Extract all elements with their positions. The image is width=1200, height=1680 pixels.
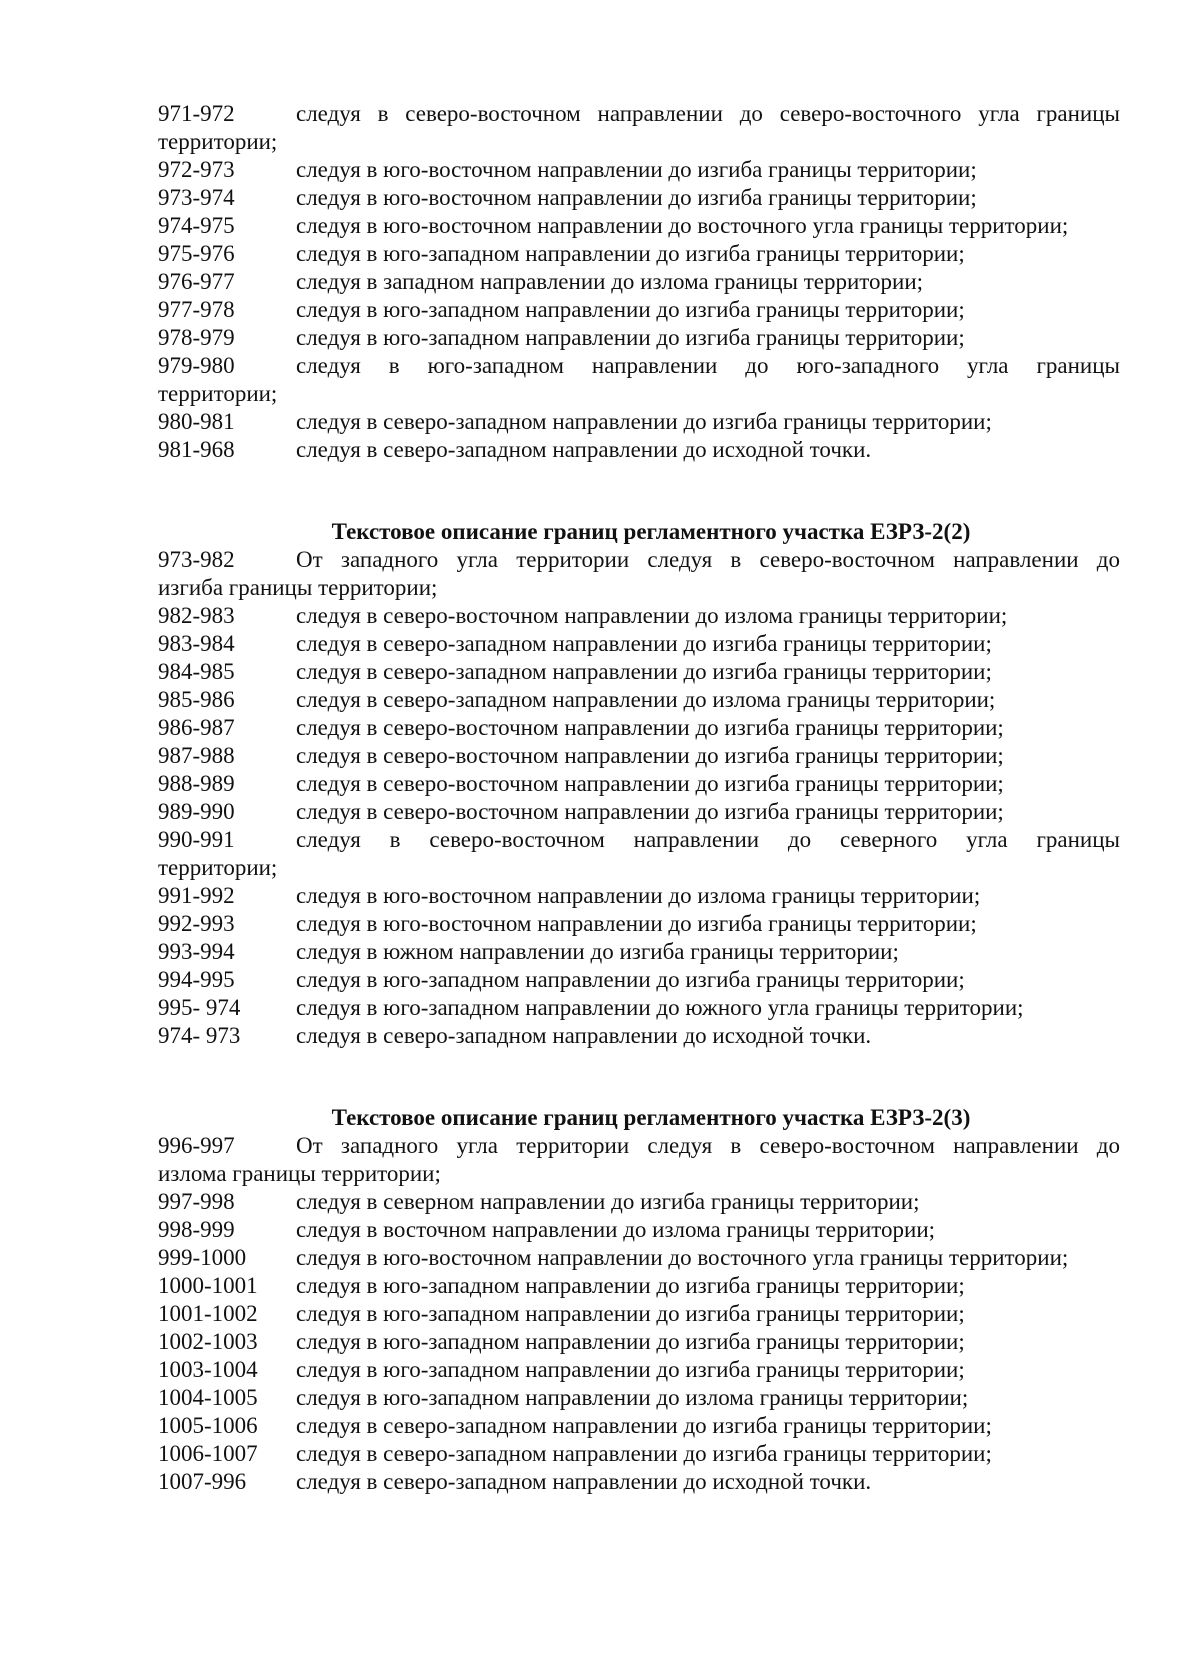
boundary-entry — [158, 212, 1120, 240]
segment-description: следуя в северном направлении до изгиба границы территории; — [296, 1189, 920, 1214]
boundary-entry — [158, 1468, 1120, 1496]
segment-code: 997-998 — [158, 1189, 235, 1214]
boundary-entry — [158, 1188, 1120, 1216]
segment-description: следуя в северо-западном направлении до исходной точки. — [296, 1469, 872, 1494]
segment-code: 983-984 — [158, 631, 235, 656]
segment-description-continuation: территории; — [158, 381, 278, 406]
segment-description: следуя в северо-западном направлении до исходной точки. — [296, 437, 872, 462]
segment-code: 998-999 — [158, 1217, 235, 1242]
segment-code: 1001-1002 — [158, 1301, 258, 1326]
segment-description: следуя в северо-восточном направлении до изгиба границы территории; — [296, 743, 1004, 768]
segment-description: следуя в северо-западном направлении до изгиба границы территории; — [296, 659, 992, 684]
boundary-entry — [158, 686, 1120, 714]
segment-description: следуя в юго-западном направлении до излома границы территории; — [296, 1385, 969, 1410]
boundary-section-3 — [158, 1104, 1120, 1496]
boundary-entry — [158, 240, 1120, 268]
segment-code: 1002-1003 — [158, 1329, 258, 1354]
boundary-entry — [158, 658, 1120, 686]
document-body — [158, 100, 1120, 1496]
segment-description: следуя в северо-западном направлении до изгиба границы территории; — [296, 409, 992, 434]
segment-code: 1004-1005 — [158, 1385, 258, 1410]
boundary-entry — [158, 1356, 1120, 1384]
segment-description: следуя в северо-восточном направлении до изгиба границы территории; — [296, 715, 1004, 740]
segment-code: 980-981 — [158, 409, 235, 434]
segment-description: следуя в северо-западном направлении до изгиба границы территории; — [296, 1413, 992, 1438]
segment-description: следуя в северо-западном направлении до исходной точки. — [296, 1023, 872, 1048]
boundary-section-2 — [158, 518, 1120, 1050]
boundary-entry — [158, 546, 1120, 574]
boundary-entry — [158, 770, 1120, 798]
boundary-entry — [158, 1272, 1120, 1300]
segment-description: следуя в северо-западном направлении до изгиба границы территории; — [296, 1441, 992, 1466]
segment-code: 990-991 — [158, 827, 235, 852]
boundary-entry — [158, 1216, 1120, 1244]
segment-code: 1006-1007 — [158, 1441, 258, 1466]
boundary-entry — [158, 268, 1120, 296]
segment-code: 996-997 — [158, 1133, 235, 1158]
segment-code: 972-973 — [158, 157, 235, 182]
segment-code: 987-988 — [158, 743, 235, 768]
segment-code: 975-976 — [158, 241, 235, 266]
segment-description: следуя в юго-западном направлении до изгиба границы территории; — [296, 297, 965, 322]
segment-description: следуя в юго-восточном направлении до изгиба границы территории; — [296, 157, 977, 182]
segment-code: 988-989 — [158, 771, 235, 796]
segment-code: 973-982 — [158, 547, 235, 572]
segment-description: следуя в юго-западном направлении до изгиба границы территории; — [296, 325, 965, 350]
boundary-entry — [158, 910, 1120, 938]
segment-code: 979-980 — [158, 353, 235, 378]
segment-code: 985-986 — [158, 687, 235, 712]
segment-code: 1000-1001 — [158, 1273, 258, 1298]
segment-code: 974-975 — [158, 213, 235, 238]
segment-description: следуя в юго-западном направлении до изгиба границы территории; — [296, 1273, 965, 1298]
segment-code: 1003-1004 — [158, 1357, 258, 1382]
segment-description: следуя в юго-западном направлении до изгиба границы территории; — [296, 1301, 965, 1326]
boundary-entry — [158, 352, 1120, 380]
segment-description: От западного угла территории следуя в северо-восточном направлении до — [296, 1133, 1120, 1158]
segment-code: 986-987 — [158, 715, 235, 740]
segment-description: следуя в юго-восточном направлении до изгиба границы территории; — [296, 185, 977, 210]
boundary-entry — [158, 1384, 1120, 1412]
boundary-entry — [158, 156, 1120, 184]
segment-code: 995- 974 — [158, 995, 241, 1020]
segment-code: 999-1000 — [158, 1245, 247, 1270]
boundary-entry — [158, 798, 1120, 826]
segment-description: От западного угла территории следуя в северо-восточном направлении до — [296, 547, 1120, 572]
boundary-entry — [158, 1022, 1120, 1050]
segment-code: 994-995 — [158, 967, 235, 992]
segment-description-continuation: излома границы территории; — [158, 1161, 441, 1186]
segment-code: 993-994 — [158, 939, 235, 964]
segment-code: 982-983 — [158, 603, 235, 628]
segment-code: 984-985 — [158, 659, 235, 684]
segment-description: следуя в юго-восточном направлении до изгиба границы территории; — [296, 911, 977, 936]
section-heading: Текстовое описание границ регламентного участка ЕЗРЗ-2(2) — [331, 519, 971, 544]
segment-description: следуя в юго-восточном направлении до восточного угла границы территории; — [296, 213, 1069, 238]
segment-code: 976-977 — [158, 269, 235, 294]
segment-code: 991-992 — [158, 883, 235, 908]
segment-description: следуя в юго-западном направлении до изгиба границы территории; — [296, 241, 965, 266]
boundary-entry — [158, 184, 1120, 212]
segment-code: 978-979 — [158, 325, 235, 350]
boundary-entry — [158, 100, 1120, 128]
boundary-entry — [158, 714, 1120, 742]
segment-description-continuation: территории; — [158, 129, 278, 154]
segment-description: следуя в юго-восточном направлении до излома границы территории; — [296, 883, 981, 908]
segment-description: следуя в северо-западном направлении до изгиба границы территории; — [296, 631, 992, 656]
segment-description: следуя в северо-восточном направлении до изгиба границы территории; — [296, 771, 1004, 796]
segment-description-continuation: изгиба границы территории; — [158, 575, 438, 600]
section-heading: Текстовое описание границ регламентного участка ЕЗРЗ-2(3) — [331, 1105, 971, 1130]
boundary-entry — [158, 1244, 1120, 1272]
segment-description: следуя в северо-восточном направлении до северо-восточного угла границы — [296, 101, 1120, 126]
boundary-entry — [158, 742, 1120, 770]
boundary-entry — [158, 826, 1120, 854]
boundary-entry — [158, 296, 1120, 324]
boundary-entry — [158, 1412, 1120, 1440]
segment-code: 973-974 — [158, 185, 235, 210]
segment-description: следуя в северо-западном направлении до излома границы территории; — [296, 687, 996, 712]
segment-description: следуя в западном направлении до излома границы территории; — [296, 269, 924, 294]
boundary-entry — [158, 436, 1120, 464]
segment-description: следуя в юго-западном направлении до юго-западного угла границы — [296, 353, 1120, 378]
segment-code: 989-990 — [158, 799, 235, 824]
segment-code: 977-978 — [158, 297, 235, 322]
segment-code: 1007-996 — [158, 1469, 247, 1494]
segment-code: 992-993 — [158, 911, 235, 936]
boundary-entry — [158, 938, 1120, 966]
segment-description: следуя в юго-западном направлении до изгиба границы территории; — [296, 1357, 965, 1382]
boundary-entry — [158, 602, 1120, 630]
boundary-entry — [158, 994, 1120, 1022]
boundary-entry — [158, 1328, 1120, 1356]
segment-description: следуя в южном направлении до изгиба границы территории; — [296, 939, 899, 964]
segment-code: 971-972 — [158, 101, 235, 126]
segment-description: следуя в юго-западном направлении до изгиба границы территории; — [296, 967, 965, 992]
segment-description: следуя в северо-восточном направлении до северного угла границы — [296, 827, 1120, 852]
segment-description: следуя в юго-западном направлении до изгиба границы территории; — [296, 1329, 965, 1354]
boundary-entry — [158, 1440, 1120, 1468]
segment-description: следуя в северо-восточном направлении до изгиба границы территории; — [296, 799, 1004, 824]
segment-description: следуя в юго-восточном направлении до восточного угла границы территории; — [296, 1245, 1069, 1270]
boundary-entry — [158, 324, 1120, 352]
segment-code: 981-968 — [158, 437, 235, 462]
segment-description: следуя в северо-восточном направлении до излома границы территории; — [296, 603, 1008, 628]
segment-description: следуя в восточном направлении до излома границы территории; — [296, 1217, 936, 1242]
boundary-section-1 — [158, 100, 1120, 464]
segment-description: следуя в юго-западном направлении до южного угла границы территории; — [296, 995, 1024, 1020]
segment-code: 974- 973 — [158, 1023, 241, 1048]
boundary-entry — [158, 966, 1120, 994]
boundary-entry — [158, 1300, 1120, 1328]
boundary-entry — [158, 882, 1120, 910]
segment-code: 1005-1006 — [158, 1413, 258, 1438]
segment-description-continuation: территории; — [158, 855, 278, 880]
boundary-entry — [158, 408, 1120, 436]
boundary-entry — [158, 630, 1120, 658]
boundary-entry — [158, 1132, 1120, 1160]
